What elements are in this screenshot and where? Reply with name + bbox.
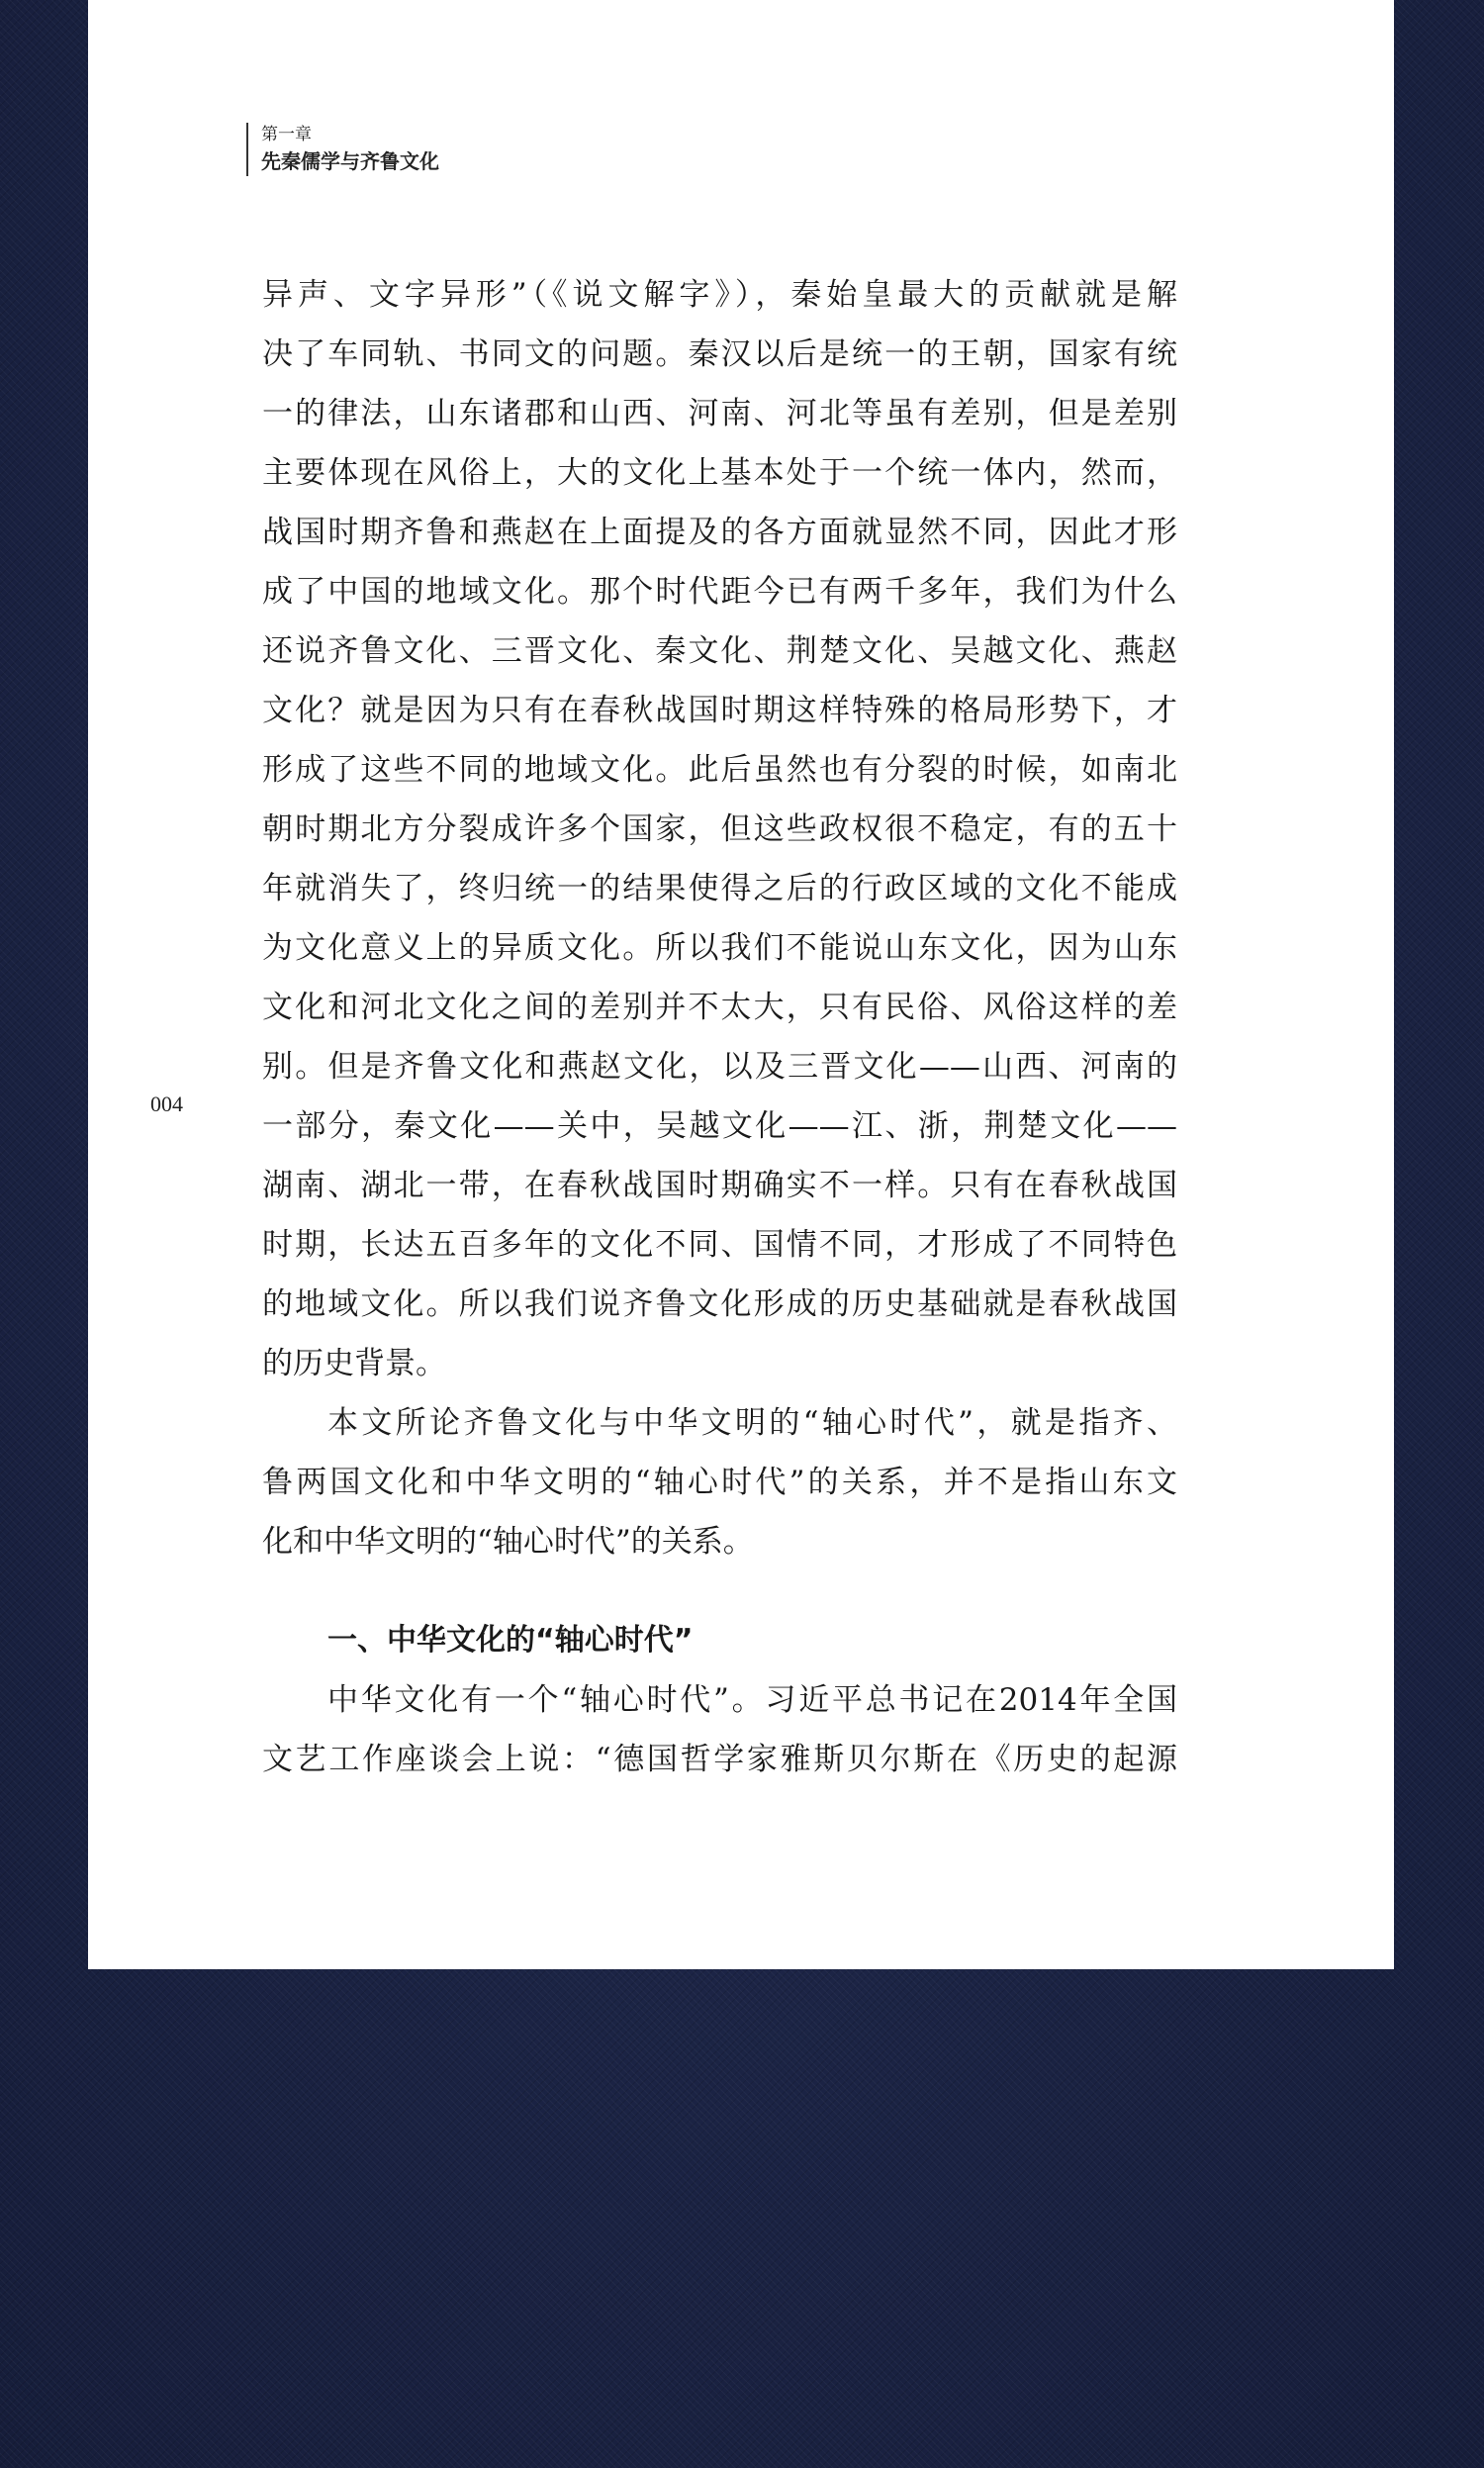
text-line: 朝时期北方分裂成许多个国家，但这些政权很不稳定，有的五十 (262, 811, 1177, 847)
text-line: 主要体现在风俗上，大的文化上基本处于一个统一体内，然而， (262, 455, 1177, 491)
text-line: 湖南、湖北一带，在春秋战国时期确实不一样。只有在春秋战国 (262, 1168, 1177, 1203)
text-line: 文化和河北文化之间的差别并不太大，只有民俗、风俗这样的差 (262, 990, 1177, 1025)
text-line: 中华文化有一个“轴心时代”。习近平总书记在2014年全国 (327, 1682, 1177, 1718)
paragraph-3 (262, 1670, 1177, 1789)
section-heading: 一、中华文化的“轴心时代” (327, 1623, 694, 1658)
text-line: 年就消失了，终归统一的结果使得之后的行政区域的文化不能成 (262, 871, 1177, 906)
chapter-label: 第一章 (261, 125, 312, 144)
text-line: 的历史背景。 (262, 1346, 446, 1381)
text-line: 化和中华文明的“轴心时代”的关系。 (262, 1524, 754, 1560)
text-line: 别。但是齐鲁文化和燕赵文化，以及三晋文化——山西、河南的 (262, 1049, 1177, 1085)
paragraph-2 (262, 1393, 1177, 1571)
body-text (262, 265, 1177, 1789)
text-line: 决了车同轨、书同文的问题。秦汉以后是统一的王朝，国家有统 (262, 336, 1177, 372)
running-head (246, 123, 439, 176)
text-line: 鲁两国文化和中华文明的“轴心时代”的关系，并不是指山东文 (262, 1465, 1177, 1500)
text-line: 一的律法，山东诸郡和山西、河南、河北等虽有差别，但是差别 (262, 396, 1177, 431)
text-line: 异声、文字异形”（《说文解字》），秦始皇最大的贡献就是解 (262, 277, 1177, 313)
text-line: 成了中国的地域文化。那个时代距今已有两千多年，我们为什么 (262, 574, 1177, 610)
book-page (88, 0, 1394, 1969)
chapter-title: 先秦儒学与齐鲁文化 (261, 149, 439, 173)
paragraph-1 (262, 265, 1177, 1393)
text-line: 还说齐鲁文化、三晋文化、秦文化、荆楚文化、吴越文化、燕赵 (262, 633, 1177, 669)
text-line: 的地域文化。所以我们说齐鲁文化形成的历史基础就是春秋战国 (262, 1286, 1177, 1322)
text-line: 战国时期齐鲁和燕赵在上面提及的各方面就显然不同，因此才形 (262, 515, 1177, 550)
text-line: 本文所论齐鲁文化与中华文明的“轴心时代”，就是指齐、 (327, 1405, 1177, 1441)
text-line: 形成了这些不同的地域文化。此后虽然也有分裂的时候，如南北 (262, 752, 1177, 788)
text-line: 一部分，秦文化——关中，吴越文化——江、浙，荆楚文化—— (262, 1108, 1177, 1144)
text-line: 文化？就是因为只有在春秋战国时期这样特殊的格局形势下，才 (262, 693, 1177, 728)
text-line: 为文化意义上的异质文化。所以我们不能说山东文化，因为山东 (262, 930, 1177, 966)
text-line: 时期，长达五百多年的文化不同、国情不同，才形成了不同特色 (262, 1227, 1177, 1263)
page-number: 004 (150, 1092, 183, 1116)
text-line: 文艺工作座谈会上说：“德国哲学家雅斯贝尔斯在《历史的起源 (262, 1742, 1177, 1777)
